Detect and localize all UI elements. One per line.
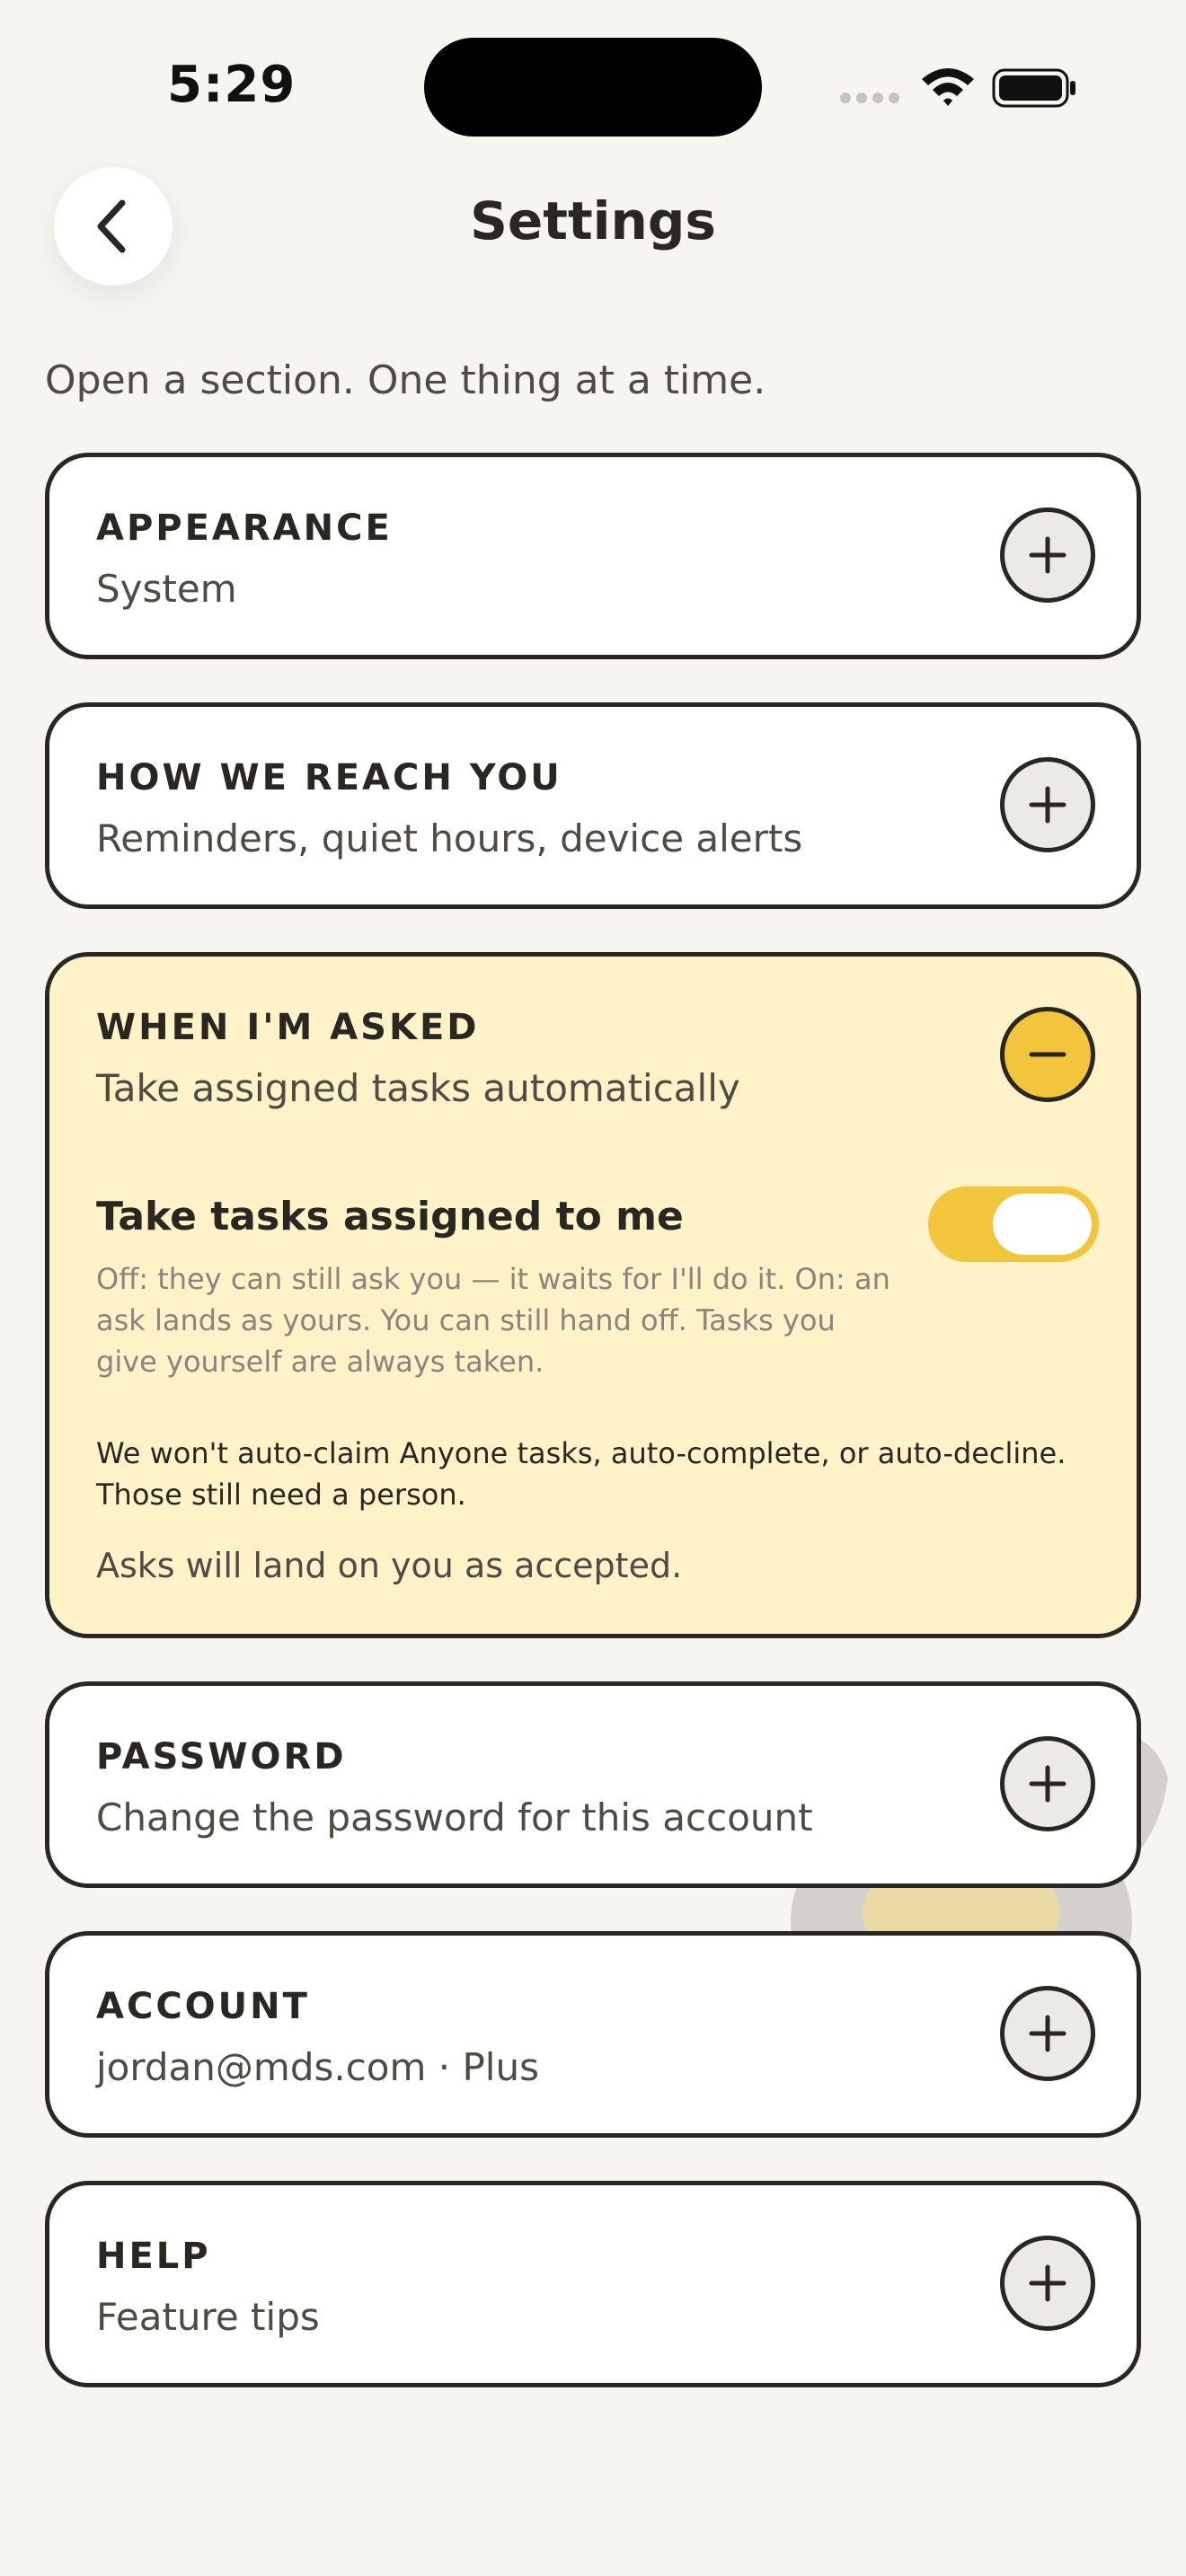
expand-button[interactable] <box>1000 1986 1095 2081</box>
minus-icon <box>1005 1011 1091 1098</box>
section-subtitle: Take assigned tasks automatically <box>96 1066 740 1110</box>
setting-description: Off: they can still ask you — it waits for I'll do it. On: an ask lands as yours. You can still hand off. Tasks you give yourself are always taken. <box>96 1262 890 1379</box>
setting-label-take-tasks: Take tasks assigned to me <box>96 1194 684 1239</box>
section-header[interactable] <box>49 1936 1137 2131</box>
plus-icon <box>1005 2240 1091 2326</box>
collapse-button[interactable] <box>1000 1007 1095 1102</box>
battery-icon <box>992 68 1078 108</box>
section-header[interactable] <box>49 2185 1137 2381</box>
plus-icon <box>1005 1990 1091 2077</box>
section-subtitle: Feature tips <box>96 2295 320 2339</box>
section-title: PASSWORD <box>96 1736 347 1778</box>
section-header[interactable] <box>49 957 1137 1152</box>
expand-button[interactable] <box>1000 2236 1095 2331</box>
cellular-signal-icon <box>839 92 902 104</box>
section-header[interactable] <box>49 707 1137 903</box>
section-title: APPEARANCE <box>96 507 393 549</box>
section-how-we-reach-you[interactable] <box>45 702 1141 909</box>
status-icons <box>839 65 1082 110</box>
status-time: 5:29 <box>167 56 296 114</box>
section-subtitle: System <box>96 567 237 611</box>
intro-text: Open a section. One thing at a time. <box>45 357 766 403</box>
wifi-icon <box>920 65 976 106</box>
take-tasks-toggle[interactable] <box>928 1187 1099 1262</box>
section-appearance[interactable] <box>45 453 1141 659</box>
section-header[interactable] <box>49 457 1137 653</box>
section-subtitle: jordan@mds.com · Plus <box>96 2045 539 2089</box>
plus-icon <box>1005 512 1091 598</box>
section-when-im-asked[interactable] <box>45 952 1141 1638</box>
section-account[interactable] <box>45 1931 1141 2138</box>
setting-status: Asks will land on you as accepted. <box>96 1546 683 1585</box>
section-title: HOW WE REACH YOU <box>96 757 562 798</box>
expand-button[interactable] <box>1000 757 1095 852</box>
toggle-knob <box>993 1194 1092 1255</box>
section-password[interactable] <box>45 1681 1141 1888</box>
expand-button[interactable] <box>1000 507 1095 603</box>
section-subtitle: Reminders, quiet hours, device alerts <box>96 816 803 860</box>
section-title: ACCOUNT <box>96 1986 310 2027</box>
dynamic-island <box>424 38 762 137</box>
section-help[interactable] <box>45 2181 1141 2387</box>
status-bar <box>0 0 1186 162</box>
page-title: Settings <box>470 190 716 251</box>
plus-icon <box>1005 762 1091 848</box>
plus-icon <box>1005 1741 1091 1827</box>
setting-note: We won't auto-claim Anyone tasks, auto-complete, or auto-decline. Those still need a person. <box>96 1436 1067 1512</box>
section-subtitle: Change the password for this account <box>96 1795 813 1839</box>
section-title: WHEN I'M ASKED <box>96 1007 480 1048</box>
section-title: HELP <box>96 2236 211 2277</box>
expand-button[interactable] <box>1000 1736 1095 1831</box>
section-header[interactable] <box>49 1686 1137 1882</box>
